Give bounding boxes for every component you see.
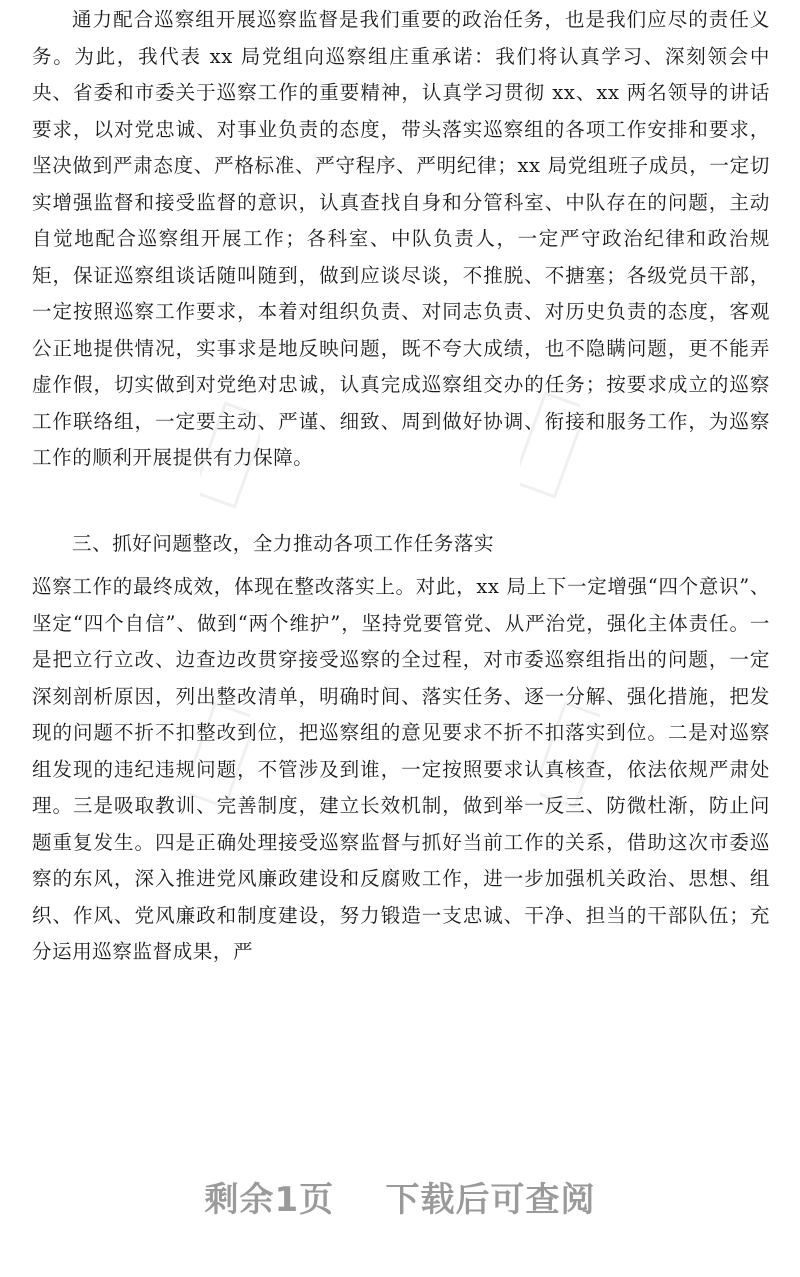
remaining-pages-notice: 剩余1页 下载后可查阅 [204,1180,596,1220]
section-heading: 三、抓好问题整改，全力推动各项工作任务落实 [72,532,495,555]
body-paragraph-1: 通力配合巡察组开展巡察监督是我们重要的政治任务，也是我们应尽的责任义务。为此，我代表 xx 局党组向巡察组庄重承诺：我们将认真学习、深刻领会中央、省委和市委关于巡察工作的重要精神，认真学习贯彻 xx、xx 两名领导的讲话要求，以对党忠诚、对事业负责的态度，带头落实巡察组的各项工作安排和要求，坚决做到严肃态度、严格标准、严守程序、严明纪律；xx 局党组班子成员，一定切实增强监督和接受监督的意识，认真查找自身和分管科室、中队存在的问题，主动自觉地配合巡察组开展工作；各科室、中队负责人，一定严守政治纪律和政治规矩，保证巡察组谈话随叫随到，做到应谈尽谈，不推脱、不搪塞；各级党员干部，一定按照巡察工作要求，本着对组织负责、对同志负责、对历史负责的态度，客观公正地提供情况，实事求是地反映问题，既不夸大成绩，也不隐瞒问题，更不能弄虚作假，切实做到对党绝对忠诚，认真完成巡察组交办的任务；按要求成立的巡察工作联络组，一定要主动、严谨、细致、周到做好协调、衔接和服务工作，为巡察工作的顺利开展提供有力保障。 [32,8,770,469]
body-paragraph-2: 巡察工作的最终成效，体现在整改落实上。对此，xx 局上下一定增强“四个意识”、坚定“四个自信”、做到“两个维护”，坚持党要管党、从严治党，强化主体责任。一是把立行立改、边查边改贯穿接受巡察的全过程，对市委巡察组指出的问题，一定深刻剖析原因，列出整改清单，明确时间、落实任务、逐一分解、强化措施，把发现的问题不折不扣整改到位，把巡察组的意见要求不折不扣落实到位。二是对巡察组发现的违纪违规问题，不管涉及到谁，一定按照要求认真核查，依法依规严肃处理。三是吸取教训、完善制度，建立长效机制，做到举一反三、防微杜渐，防止问题重复发生。四是正确处理接受巡察监督与抓好当前工作的关系，借助这次市委巡察的东风，深入推进党风廉政建设和反腐败工作，进一步加强机关政治、思想、组织、作风、党风廉政和制度建设，努力锻造一支忠诚、干净、担当的干部队伍；充分运用巡察监督成果，严 [32,575,770,963]
